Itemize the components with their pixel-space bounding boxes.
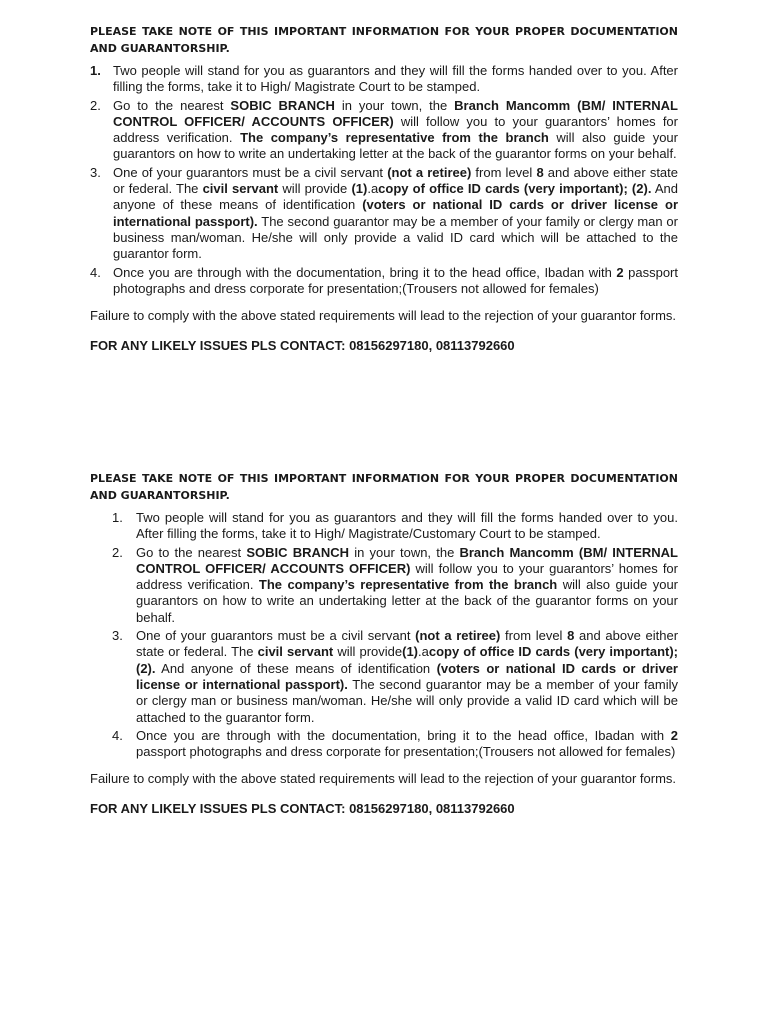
bold-text-run: 2: [670, 727, 678, 743]
item-number: 2.: [112, 544, 123, 560]
bold-text-run: 2: [616, 264, 624, 280]
instructions-list: [90, 63, 678, 297]
item-number: 3.: [90, 164, 101, 180]
item-number: 1.: [112, 510, 123, 525]
bold-text-run: (voters or national ID cards or driver license or international passport).: [113, 197, 678, 229]
item-text: [113, 265, 678, 296]
item-text: [136, 728, 678, 759]
bold-text-run: The company’s representative from the branch: [240, 130, 549, 146]
text-run: will provide: [333, 644, 403, 660]
text-run: in your town, the: [349, 544, 460, 560]
text-run: will follow you to your guarantors’ homes for address verification.: [136, 560, 678, 593]
failure-warning: Failure to comply with the above stated requirements will lead to the rejection of your guarantor forms.: [90, 308, 677, 324]
bold-text-run: Branch Mancomm (BM/ INTERNAL CONTROL OFFICER/ ACCOUNTS OFFICER): [136, 544, 678, 576]
item-text: [113, 165, 678, 261]
text-run: passport photographs and dress corporate for presentation;(Trousers not allowed for females): [136, 744, 676, 760]
item-text: [136, 628, 678, 724]
item-text: [136, 545, 678, 625]
instructions-list: [90, 510, 678, 760]
bold-text-run: civil servant: [257, 644, 334, 660]
text-run: Two people will stand for you as guarantors and they will fill the forms handed over to you. After filling the forms, take it to High/ Magistrate Court to be stamped.: [113, 63, 678, 95]
bold-text-run: (voters or national ID cards or driver license or international passport).: [136, 660, 678, 692]
list-item: [90, 728, 678, 761]
contact-line: FOR ANY LIKELY ISSUES PLS CONTACT: 08156297180, 08113792660: [90, 801, 515, 817]
list-item: [90, 510, 678, 543]
failure-warning: Failure to comply with the above stated requirements will lead to the rejection of your guarantor forms.: [90, 771, 677, 787]
list-item: [90, 98, 678, 163]
text-run: The second guarantor may be a member of your family or clergy man or business man/woman. He/she will only provide a valid ID card which will be attached to the guarantor form.: [113, 213, 678, 262]
notice-heading: PLEASE TAKE NOTE OF THIS IMPORTANT INFORMATION FOR YOUR PROPER DOCUMENTATION AND GUARANTORSHIP.: [90, 472, 678, 502]
bold-text-run: Branch Mancomm (BM/ INTERNAL CONTROL OFFICER/ ACCOUNTS OFFICER): [113, 97, 678, 129]
text-run: in your town, the: [334, 97, 455, 113]
item-number: 4.: [90, 264, 101, 280]
item-number: 3.: [112, 628, 123, 644]
text-run: And anyone of these means of identification: [155, 660, 437, 676]
text-run: will provide: [278, 181, 352, 197]
text-run: .a: [418, 644, 429, 660]
text-run: and above either state or federal. The: [136, 628, 679, 660]
bold-text-run: civil servant: [202, 181, 279, 197]
text-run: Go to the nearest: [136, 544, 247, 560]
text-run: and above either state or federal. The: [113, 164, 679, 197]
notice-heading: PLEASE TAKE NOTE OF THIS IMPORTANT INFORMATION FOR YOUR PROPER DOCUMENTATION AND GUARANTORSHIP.: [90, 25, 678, 55]
bold-text-run: (not a retiree): [415, 628, 501, 644]
list-item: [90, 63, 678, 96]
item-number: 1.: [90, 63, 101, 78]
bold-text-run: SOBIC BRANCH: [230, 97, 335, 113]
item-text: [113, 63, 678, 94]
list-item: [90, 265, 678, 298]
bold-text-run: (1): [402, 644, 418, 660]
text-run: will also guide your guarantors on how to write an undertaking letter at the back of the guarantor forms on your behalf.: [113, 130, 678, 162]
text-run: Once you are through with the documentation, bring it to the head office, Ibadan with: [136, 727, 671, 743]
text-run: will also guide your guarantors on how to write an undertaking letter at the back of the guarantor forms on your behalf.: [136, 577, 679, 625]
text-run: Once you are through with the documentation, bring it to the head office, Ibadan with: [113, 264, 617, 280]
text-run: One of your guarantors must be a civil servant: [136, 628, 416, 644]
text-run: from level: [500, 628, 568, 644]
text-run: Two people will stand for you as guarantors and they will fill the forms handed over to you. After filling the forms, take it to High/ Magistrate/Customary Court to be stamped.: [136, 510, 678, 542]
text-run: And anyone of these means of identification: [113, 181, 679, 213]
text-run: from level: [471, 164, 537, 180]
text-run: passport photographs and dress corporate for presentation;(Trousers not allowed for females): [113, 264, 678, 296]
item-number: 2.: [90, 97, 101, 113]
bold-text-run: 8: [536, 164, 544, 180]
bold-text-run: SOBIC BRANCH: [246, 544, 350, 560]
text-run: Go to the nearest: [113, 97, 231, 113]
bold-text-run: copy of office ID cards (very important); (2).: [136, 644, 678, 676]
text-run: .a: [367, 181, 379, 197]
list-item: [90, 545, 678, 626]
bold-text-run: (not a retiree): [387, 164, 472, 180]
list-item: [90, 628, 678, 726]
item-text: [136, 510, 678, 541]
item-number: 4.: [112, 727, 123, 743]
instructions-section-1: [90, 23, 678, 353]
bold-text-run: copy of office ID cards (very important); (2).: [378, 181, 652, 197]
list-item: [90, 165, 678, 263]
bold-text-run: (1): [351, 181, 368, 197]
text-run: One of your guarantors must be a civil servant: [113, 164, 388, 180]
bold-text-run: 8: [567, 628, 575, 644]
instructions-section-2: [90, 470, 678, 816]
contact-line: FOR ANY LIKELY ISSUES PLS CONTACT: 08156297180, 08113792660: [90, 338, 515, 354]
text-run: The second guarantor may be a member of your family or clergy man or business man/woman. He/she will only provide a valid ID card which will be attached to the guarantor form.: [136, 676, 678, 725]
text-run: will follow you to your guarantors’ homes for address verification.: [113, 113, 678, 146]
bold-text-run: The company’s representative from the branch: [258, 577, 558, 593]
item-text: [113, 98, 678, 162]
